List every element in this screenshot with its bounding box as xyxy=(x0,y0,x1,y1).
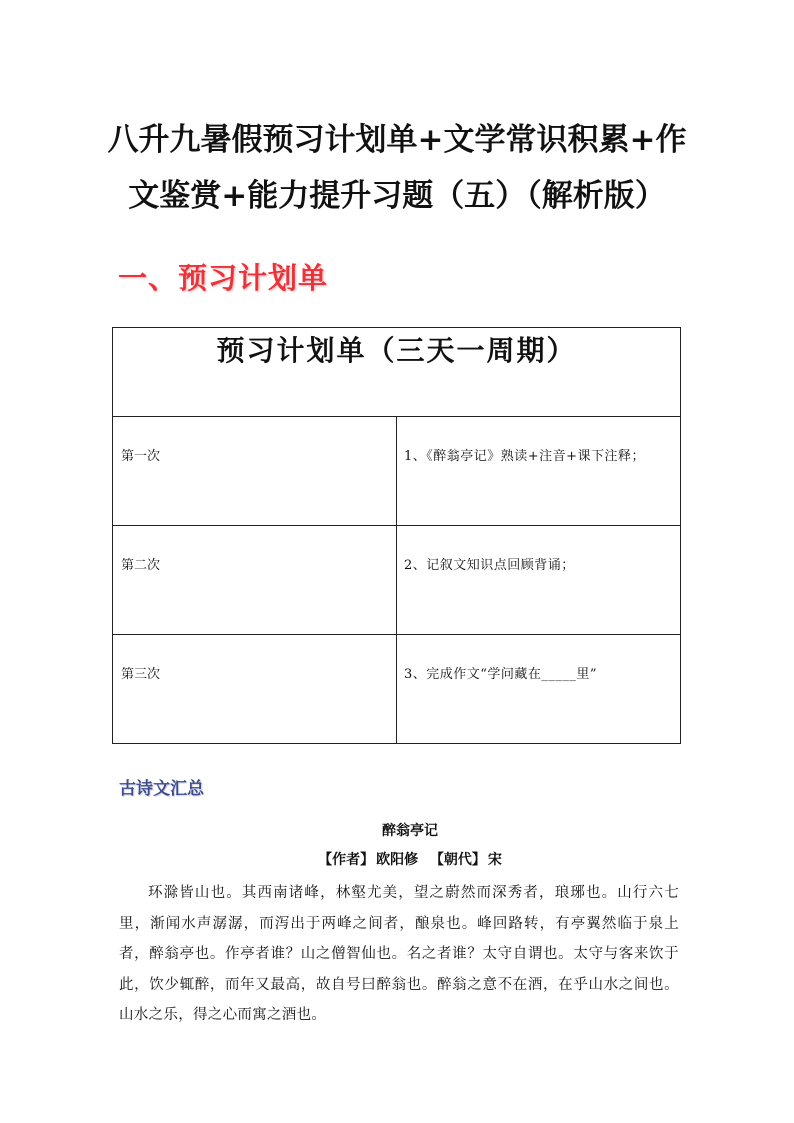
plan-round-label: 第二次 xyxy=(113,526,397,635)
dynasty-label: 【朝代】 xyxy=(429,852,486,868)
plan-table-header-row xyxy=(113,328,681,417)
plan-task-text: 1、《醉翁亭记》熟读+注音+课下注释； xyxy=(397,417,681,526)
section-heading-plan: 一、预习计划单 xyxy=(118,261,329,295)
plan-round-label: 第三次 xyxy=(113,635,397,744)
plan-task-text: 2、记叙文知识点回顾背诵； xyxy=(397,526,681,635)
poem-body: 环滁皆山也。其西南诸峰，林壑尤美，望之蔚然而深秀者，琅琊也。山行六七里，渐闻水声潺潺，而泻出于两峰之间者，酿泉也。峰回路转，有亭翼然临于泉上者，醉翁亭也。作亭者谁？山之僧智仙也。名之者谁？太守自谓也。太守与客来饮于此，饮少辄醉，而年又最高，故自号曰醉翁也。醉翁之意不在酒，在乎山水之间也。山水之乐，得之心而寓之酒也。 xyxy=(119,885,679,1023)
plan-table xyxy=(112,327,681,744)
table-row xyxy=(113,635,681,744)
table-row xyxy=(113,526,681,635)
author-name: 欧阳修 xyxy=(376,852,419,868)
plan-round-label: 第一次 xyxy=(113,417,397,526)
dynasty-name: 宋 xyxy=(487,852,502,868)
document-title: 八升九暑假预习计划单+文学常识积累+作文鉴赏+能力提升习题（五）（解析版） xyxy=(107,122,687,214)
poem-title: 醉翁亭记 xyxy=(382,823,438,839)
table-row xyxy=(113,417,681,526)
poem-meta xyxy=(200,849,620,869)
author-label: 【作者】 xyxy=(318,852,375,868)
plan-task-text: 3、完成作文“学问藏在_____里” xyxy=(397,635,681,744)
plan-table-title: 预习计划单（三天一周期） xyxy=(113,328,681,417)
poetry-section-heading: 古诗文汇总 xyxy=(119,779,204,799)
